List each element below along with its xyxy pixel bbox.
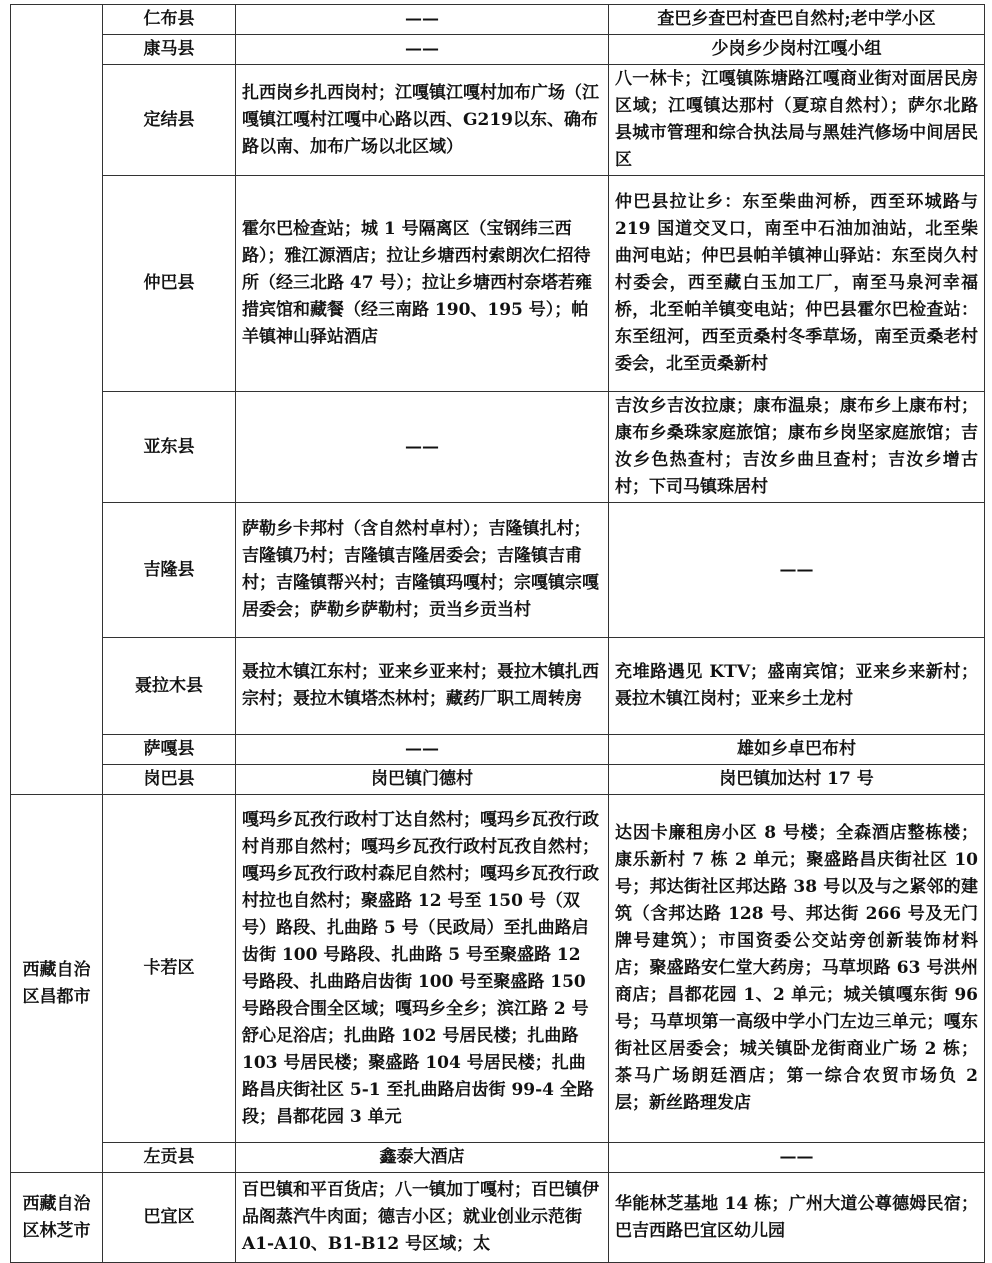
- medium-risk-cell: 查巴乡查巴村查巴自然村;老中学小区: [609, 5, 985, 35]
- table-row: [11, 795, 985, 1143]
- high-risk-cell: ——: [236, 735, 609, 765]
- high-risk-cell: ——: [236, 392, 609, 503]
- high-risk-cell: ——: [236, 5, 609, 35]
- high-risk-cell: 嘎玛乡瓦孜行政村丁达自然村；嘎玛乡瓦孜行政村肖那自然村；嘎玛乡瓦孜行政村瓦孜自然村；嘎玛乡瓦孜行政村森尼自然村；嘎玛乡瓦孜行政村拉也自然村；聚盛路 12 号至 150 号（双号）路段、扎曲路 5 号（民政局）至扎曲路启齿街 100 号路段、扎曲路 5 号至聚盛路 12 号路段、扎曲路启齿街 100 号至聚盛路 150 号路段合围全区域；嘎玛乡全乡；滨江路 2 号舒心足浴店；扎曲路 102 号居民楼；扎曲路 103 号居民楼；聚盛路 104 号居民楼；扎曲路昌庆街社区 5-1 至扎曲路启齿街 99-4 全路段；昌都花园 3 单元: [236, 795, 609, 1143]
- table-row: [11, 392, 985, 503]
- high-risk-cell: 鑫泰大酒店: [236, 1143, 609, 1173]
- county-cell: 吉隆县: [103, 503, 236, 638]
- table-row: [11, 176, 985, 392]
- medium-risk-cell: 吉汝乡吉汝拉康；康布温泉；康布乡上康布村；康布乡桑珠家庭旅馆；康布乡岗坚家庭旅馆；吉汝乡色热查村；吉汝乡曲旦查村；吉汝乡增古村；下司马镇珠居村: [609, 392, 985, 503]
- county-cell: 定结县: [103, 65, 236, 176]
- medium-risk-cell: 达因卡廉租房小区 8 号楼；全森酒店整栋楼；康乐新村 7 栋 2 单元；聚盛路昌庆街社区 10 号；邦达街社区邦达路 38 号以及与之紧邻的建筑（含邦达路 128 号、邦达街 266 号及无门牌号建筑）；市国资委公交站旁创新装饰材料店；聚盛路安仁堂大药房；马草坝路 63 号洪州商店；昌都花园 1、2 单元；城关镇嘎东街 96 号；马草坝第一高级中学小门左边三单元；嘎东街社区居委会；城关镇卧龙街商业广场 2 栋；茶马广场朗廷酒店；第一综合农贸市场负 2 层；新丝路理发店: [609, 795, 985, 1143]
- medium-risk-cell: 少岗乡少岗村江嘎小组: [609, 35, 985, 65]
- medium-risk-cell: 岗巴镇加达村 17 号: [609, 765, 985, 795]
- city-cell-linzhi: 西藏自治区林芝市: [11, 1173, 103, 1263]
- county-cell: 仁布县: [103, 5, 236, 35]
- table-row: [11, 503, 985, 638]
- county-cell: 左贡县: [103, 1143, 236, 1173]
- county-cell: 巴宜区: [103, 1173, 236, 1263]
- medium-risk-cell: 充堆路遇见 KTV；盛南宾馆；亚来乡来新村；聂拉木镇江岗村；亚来乡土龙村: [609, 638, 985, 735]
- city-cell-changdu: 西藏自治区昌都市: [11, 795, 103, 1173]
- table-row: [11, 1173, 985, 1263]
- county-cell: 岗巴县: [103, 765, 236, 795]
- high-risk-cell: 扎西岗乡扎西岗村；江嘎镇江嘎村加布广场（江嘎镇江嘎村江嘎中心路以西、G219以东、确布路以南、加布广场以北区域）: [236, 65, 609, 176]
- medium-risk-cell: 华能林芝基地 14 栋；广州大道公尊德姆民宿；巴吉西路巴宜区幼儿园: [609, 1173, 985, 1263]
- high-risk-cell: ——: [236, 35, 609, 65]
- medium-risk-cell: 雄如乡卓巴布村: [609, 735, 985, 765]
- county-cell: 康马县: [103, 35, 236, 65]
- medium-risk-cell: ——: [609, 1143, 985, 1173]
- medium-risk-cell: 仲巴县拉让乡：东至柴曲河桥，西至环城路与 219 国道交叉口，南至中石油加油站，北至柴曲河电站；仲巴县帕羊镇神山驿站：东至岗久村村委会，西至藏白玉加工厂，南至马泉河幸福桥，北至帕羊镇变电站；仲巴县霍尔巴检查站：东至纽河，西至贡桑村冬季草场，南至贡桑老村委会，北至贡桑新村: [609, 176, 985, 392]
- high-risk-cell: 聂拉木镇江东村；亚来乡亚来村；聂拉木镇扎西宗村；聂拉木镇塔杰林村；藏药厂职工周转房: [236, 638, 609, 735]
- county-cell: 聂拉木县: [103, 638, 236, 735]
- county-cell: 卡若区: [103, 795, 236, 1143]
- city-cell-empty: [11, 5, 103, 795]
- table-row: [11, 35, 985, 65]
- table-row: [11, 1143, 985, 1173]
- high-risk-cell: 萨勒乡卡邦村（含自然村卓村）；吉隆镇扎村；吉隆镇乃村；吉隆镇吉隆居委会；吉隆镇吉甫村；吉隆镇帮兴村；吉隆镇玛嘎村；宗嘎镇宗嘎居委会；萨勒乡萨勒村；贡当乡贡当村: [236, 503, 609, 638]
- table-row: [11, 735, 985, 765]
- high-risk-cell: 百巴镇和平百货店；八一镇加丁嘎村；百巴镇伊品阁蒸汽牛肉面；德吉小区；就业创业示范街 A1-A10、B1-B12 号区域；太: [236, 1173, 609, 1263]
- outbreak-area-table: [10, 4, 985, 1263]
- table-row: [11, 5, 985, 35]
- county-cell: 萨嘎县: [103, 735, 236, 765]
- county-cell: 仲巴县: [103, 176, 236, 392]
- table-row: [11, 638, 985, 735]
- high-risk-cell: 岗巴镇门德村: [236, 765, 609, 795]
- medium-risk-cell: ——: [609, 503, 985, 638]
- county-cell: 亚东县: [103, 392, 236, 503]
- high-risk-cell: 霍尔巴检查站；城 1 号隔离区（宝钢纬三西路）；雅江源酒店；拉让乡塘西村索朗次仁招待所（经三北路 47 号）；拉让乡塘西村奈塔若雍措宾馆和藏餐（经三南路 190、195 号）；帕羊镇神山驿站酒店: [236, 176, 609, 392]
- table-row: [11, 65, 985, 176]
- table-row: [11, 765, 985, 795]
- medium-risk-cell: 八一林卡；江嘎镇陈塘路江嘎商业街对面居民房区域；江嘎镇达那村（夏琼自然村）；萨尔北路县城市管理和综合执法局与黑娃汽修场中间居民区: [609, 65, 985, 176]
